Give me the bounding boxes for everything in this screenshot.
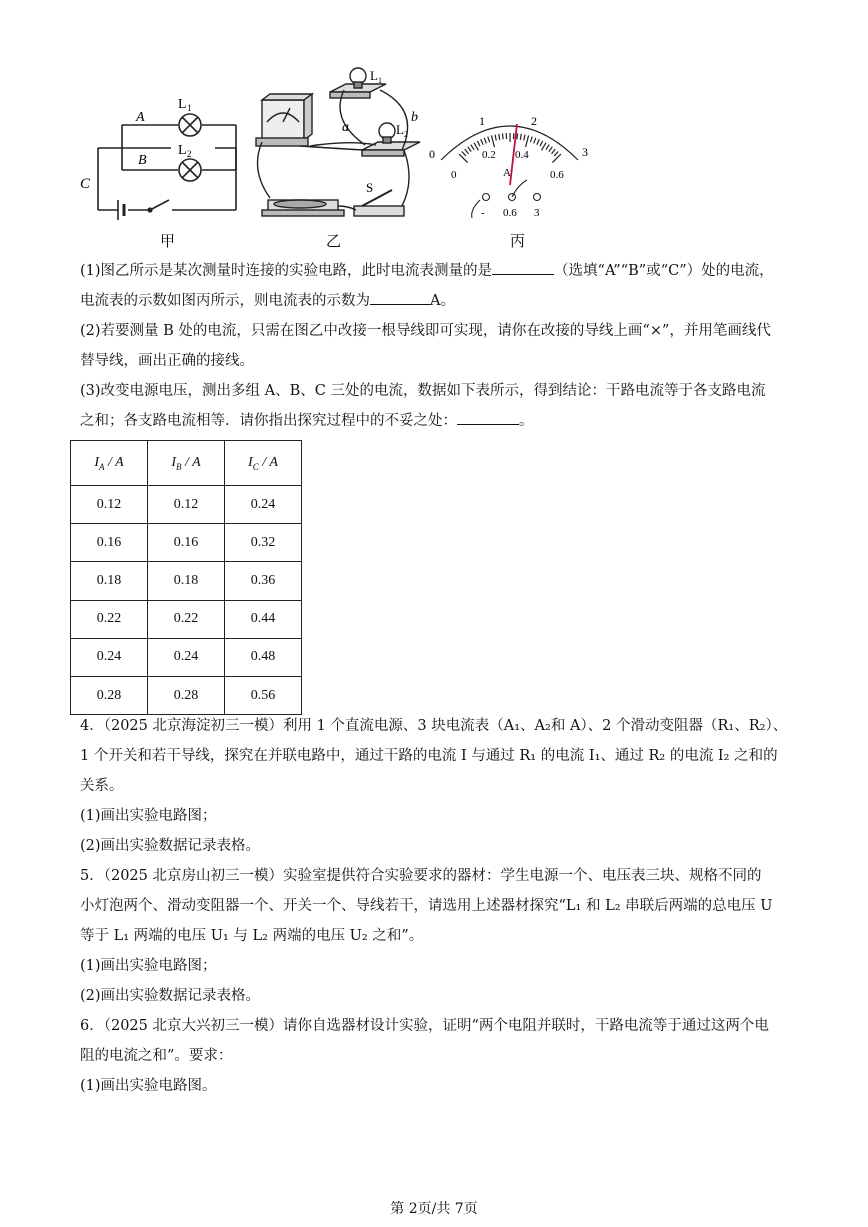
dial-tick bbox=[468, 147, 472, 152]
dial-tick bbox=[549, 147, 553, 152]
q3-p3a: (3)改变电源电压，测出多组 A、B、C 三处的电流，数据如下表所示，得到结论：干路电流等于各支路电流 bbox=[80, 383, 766, 399]
terminal-0-6: 0.6 bbox=[503, 207, 517, 219]
dial-tick bbox=[499, 134, 500, 140]
dial-unit: A bbox=[503, 167, 511, 179]
header-ia: $I_A$ / A bbox=[71, 441, 148, 486]
table-cell: 0.22 bbox=[71, 600, 148, 638]
dial-tick bbox=[495, 135, 496, 141]
q6-line2: 阻的电流之和”。要求： bbox=[80, 1048, 233, 1064]
table-cell: 0.48 bbox=[225, 638, 302, 676]
table-cell: 0.12 bbox=[71, 486, 148, 524]
q4-line2: 1 个开关和若干导线，探究在并联电路中，通过干路的电流 I 与通过 R₁ 的电流 I₁、通过 R₂ 的电流 I₂ 之和的 bbox=[80, 748, 778, 764]
dial-tick bbox=[530, 137, 532, 143]
dial-tick bbox=[534, 138, 536, 144]
dial-tick bbox=[491, 135, 494, 147]
dial-tick bbox=[471, 145, 474, 150]
terminal-minus: - bbox=[481, 207, 485, 219]
dial-tick bbox=[526, 135, 529, 147]
ammeter-dial-bing bbox=[441, 126, 578, 163]
label-yi-l2: L bbox=[396, 122, 404, 137]
q3-p3c: 。 bbox=[519, 413, 534, 429]
q5-line1: 5．（2025 北京房山初三一模）实验室提供符合实验要求的器材：学生电源一个、电压表三块、规格不同的 bbox=[80, 868, 762, 884]
q6-line1: 6．（2025 北京大兴初三一模）请你自选器材设计实验，证明“两个电阻并联时，干路电流等于通过这两个电 bbox=[80, 1018, 769, 1034]
label-yi-l2-sub: 2 bbox=[404, 130, 408, 139]
dial-tick bbox=[552, 154, 560, 162]
table-cell: 0.24 bbox=[225, 486, 302, 524]
table-row bbox=[71, 638, 302, 676]
table-row bbox=[71, 524, 302, 562]
q3-p3b: 之和；各支路电流相等．请你指出探究过程中的不妥之处： bbox=[80, 413, 457, 429]
terminal-3: 3 bbox=[534, 207, 540, 219]
label-yi-l1-sub: 1 bbox=[378, 76, 382, 85]
dial-top-0: 0 bbox=[429, 147, 435, 161]
dial-tick bbox=[502, 133, 503, 139]
dial-tick bbox=[552, 149, 556, 154]
table-cell: 0.16 bbox=[71, 524, 148, 562]
dial-bottom-02: 0.2 bbox=[482, 149, 496, 161]
table-cell: 0.44 bbox=[225, 600, 302, 638]
dial-tick bbox=[554, 151, 558, 155]
table-cell: 0.28 bbox=[148, 676, 225, 714]
dial-tick bbox=[546, 145, 549, 150]
table-cell: 0.16 bbox=[148, 524, 225, 562]
circuit-photo-yi bbox=[256, 68, 420, 216]
dial-tick bbox=[474, 143, 479, 151]
table-cell: 0.18 bbox=[148, 562, 225, 600]
q3-p2a: (2)若要测量 B 处的电流，只需在图乙中改接一根导线即可实现，请你在改接的导线上画“×”，并用笔画线代 bbox=[80, 323, 771, 339]
dial-top-2: 2 bbox=[531, 114, 537, 128]
header-ic: $I_C$ / A bbox=[225, 441, 302, 486]
header-ib: $I_B$ / A bbox=[148, 441, 225, 486]
q3-p1d: A。 bbox=[430, 293, 455, 309]
q3-p1a: (1)图乙所示是某次测量时连接的实验电路，此时电流表测量的是 bbox=[80, 263, 493, 279]
table-cell: 0.22 bbox=[148, 600, 225, 638]
dial-top-1: 1 bbox=[479, 114, 485, 128]
table-cell: 0.32 bbox=[225, 524, 302, 562]
dial-tick bbox=[520, 134, 521, 140]
page-footer: 第 2页/共 7页 bbox=[390, 1201, 478, 1217]
label-l1-sub: 1 bbox=[187, 103, 192, 113]
table-cell: 0.36 bbox=[225, 562, 302, 600]
dial-tick bbox=[540, 141, 543, 146]
dial-top-3: 3 bbox=[582, 145, 588, 159]
dial-bottom-0: 0 bbox=[451, 169, 457, 181]
table-row bbox=[71, 486, 302, 524]
dial-tick bbox=[484, 138, 486, 144]
label-switch-s: S bbox=[366, 180, 374, 195]
caption-yi: 乙 bbox=[326, 234, 342, 250]
q4-line1: 4．（2025 北京海淀初三一模）利用 1 个直流电源、3 块电流表（A₁、A₂和 A）、2 个滑动变阻器（R₁、R₂）、 bbox=[80, 718, 788, 734]
table-header-row bbox=[71, 441, 302, 486]
q4-sub1: (1)画出实验电路图； bbox=[80, 808, 217, 824]
q4-sub2: (2)画出实验数据记录表格。 bbox=[80, 838, 261, 854]
q4-line3: 关系。 bbox=[80, 778, 124, 794]
dial-tick bbox=[542, 143, 547, 151]
dial-tick bbox=[517, 133, 518, 139]
label-l2-sub: 2 bbox=[187, 149, 192, 159]
label-wire-a: a bbox=[342, 120, 349, 135]
table-cell: 0.24 bbox=[148, 638, 225, 676]
dial-tick bbox=[537, 139, 539, 144]
questions-4-to-6 bbox=[80, 711, 790, 1101]
q5-line2: 小灯泡两个、滑动变阻器一个、开关一个、导线若干，请选用上述器材探究“L₁ 和 L₂ 串联后两端的总电压 U bbox=[80, 898, 773, 914]
q5-sub2: (2)画出实验数据记录表格。 bbox=[80, 988, 261, 1004]
q6-sub1: (1)画出实验电路图。 bbox=[80, 1078, 217, 1094]
answer-blank-3 bbox=[457, 410, 519, 425]
figures-area bbox=[0, 0, 868, 260]
question-3-part1 bbox=[80, 256, 790, 436]
label-yi-l1: L bbox=[370, 68, 378, 83]
current-data-table bbox=[70, 440, 302, 715]
table-cell: 0.12 bbox=[148, 486, 225, 524]
q3-p1c: 电流表的示数如图丙所示，则电流表的示数为 bbox=[80, 293, 370, 309]
table-cell: 0.24 bbox=[71, 638, 148, 676]
table-cell: 0.28 bbox=[71, 676, 148, 714]
answer-blank-1 bbox=[492, 260, 554, 275]
table-row bbox=[71, 600, 302, 638]
label-c: C bbox=[80, 176, 91, 192]
table-cell: 0.56 bbox=[225, 676, 302, 714]
table-row bbox=[71, 676, 302, 714]
label-l1: L bbox=[178, 97, 187, 112]
q5-sub1: (1)画出实验电路图； bbox=[80, 958, 217, 974]
dial-tick bbox=[465, 149, 469, 154]
dial-tick bbox=[481, 139, 483, 144]
label-wire-b: b bbox=[411, 110, 418, 125]
label-a: A bbox=[136, 110, 145, 125]
label-b: B bbox=[138, 153, 147, 168]
circuit-diagram-jia bbox=[98, 114, 236, 220]
q3-p1b: （选填“A”“B”或“C”）处的电流， bbox=[554, 263, 774, 279]
dial-tick bbox=[524, 135, 525, 141]
label-l2: L bbox=[178, 143, 187, 158]
q3-p2b: 替导线，画出正确的接线。 bbox=[80, 353, 254, 369]
caption-bing: 丙 bbox=[510, 234, 526, 250]
answer-blank-2 bbox=[370, 290, 430, 305]
dial-bottom-06: 0.6 bbox=[550, 169, 564, 181]
caption-jia: 甲 bbox=[160, 234, 176, 250]
dial-tick bbox=[459, 154, 467, 162]
table-row bbox=[71, 562, 302, 600]
dial-bottom-04: 0.4 bbox=[515, 149, 529, 161]
table-cell: 0.18 bbox=[71, 562, 148, 600]
q5-line3: 等于 L₁ 两端的电压 U₁ 与 L₂ 两端的电压 U₂ 之和”。 bbox=[80, 928, 424, 944]
dial-tick bbox=[477, 141, 480, 146]
dial-tick bbox=[462, 151, 466, 155]
dial-tick bbox=[488, 137, 490, 143]
